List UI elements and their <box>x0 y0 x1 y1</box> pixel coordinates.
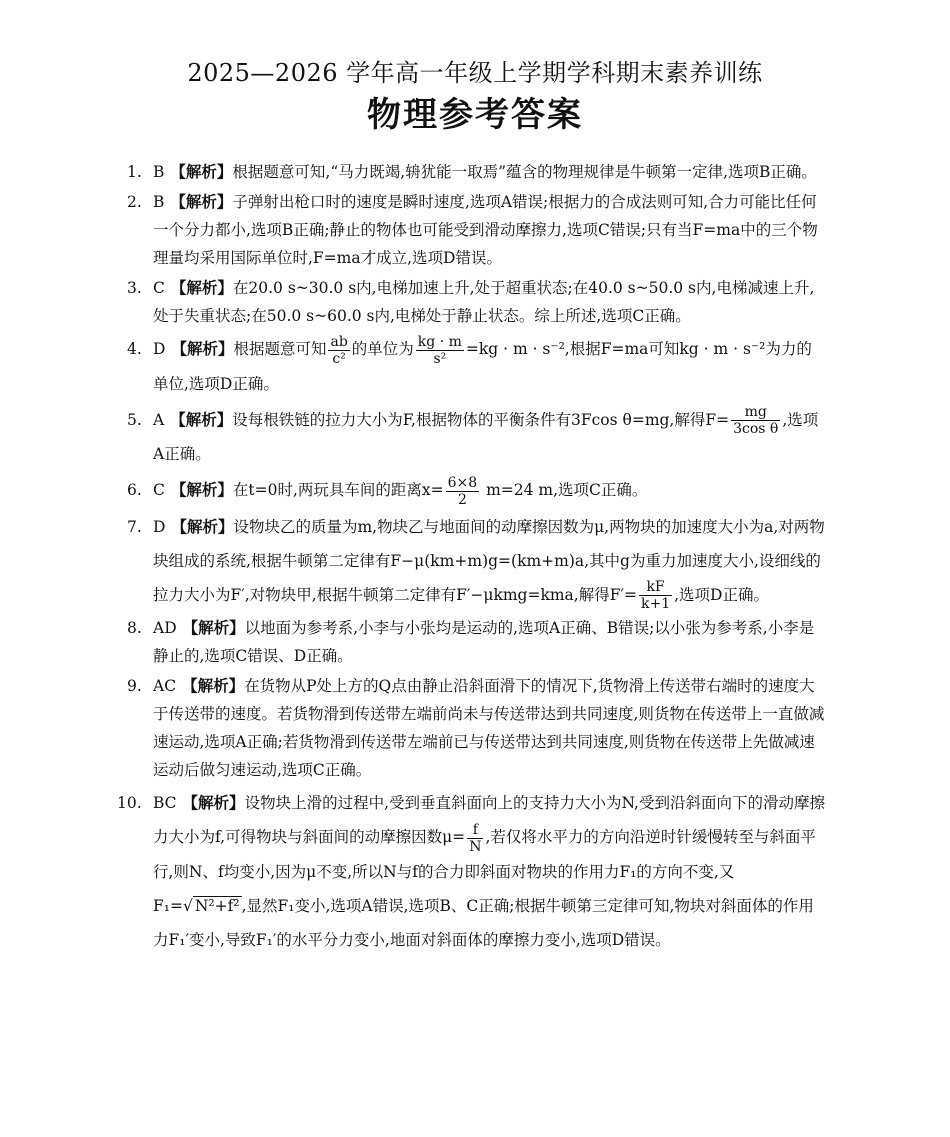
fraction <box>446 475 480 508</box>
answer-item-9 <box>127 672 827 784</box>
analysis-text: 设物块上滑的过程中,受到垂直斜面向上的支持力大小为N,受到沿斜面向下的滑动摩擦力大小为f,可得物块与斜面间的动摩擦因数μ= <box>153 794 825 846</box>
answer-list <box>117 158 827 959</box>
answer-item-4 <box>127 332 827 401</box>
analysis-text: 根据题意可知,“马力既竭,辀犹能一取焉”蕴含的物理规律是牛顿第一定律,选项B正确。 <box>232 163 817 181</box>
fraction-denominator: N <box>469 838 482 855</box>
analysis-tag: 【解析】 <box>170 279 233 297</box>
answer-item-2 <box>127 188 827 272</box>
answer-choice: AC <box>153 677 177 695</box>
analysis-text: 设每根铁链的拉力大小为F,根据物体的平衡条件有3Fcos θ=mg,解得F= <box>232 410 730 429</box>
question-number: 3. <box>127 279 142 297</box>
answer-choice: AD <box>153 619 177 637</box>
fraction-denominator: c² <box>332 350 346 367</box>
fraction-denominator: 3cos θ <box>733 421 779 437</box>
answer-choice: D <box>153 517 166 536</box>
fraction-numerator: ab <box>330 333 348 350</box>
analysis-tag: 【解析】 <box>171 517 234 536</box>
answer-choice: A <box>153 410 165 429</box>
fraction-numerator: kF <box>639 579 672 596</box>
analysis-text: ,选项D正确。 <box>674 585 769 604</box>
analysis-tag: 【解析】 <box>182 619 245 637</box>
answer-choice: B <box>153 163 165 181</box>
exam-title: 2025—2026 学年高一年级上学期学科期末素养训练 <box>187 59 763 87</box>
fraction-numerator: mg <box>731 404 780 421</box>
analysis-text: ,选项A正确。 <box>153 410 819 463</box>
analysis-text: 子弹射出枪口时的速度是瞬时速度,选项A错误;根据力的合成法则可知,合力可能比任何一个分力都小,选项B正确;静止的物体也可能受到滑动摩擦力,选项C错误;只有当F=ma中的三个物理量均采用国际单位时,F=ma才成立,选项D错误。 <box>153 193 818 267</box>
question-number: 2. <box>127 193 142 211</box>
analysis-tag: 【解析】 <box>170 481 233 499</box>
fraction-numerator: 6×8 <box>447 474 478 491</box>
analysis-text: m=24 m,选项C正确。 <box>481 481 648 499</box>
analysis-text: =kg · m · s⁻²,根据F=ma可知kg · m · s⁻² <box>465 340 766 358</box>
analysis-text: 在t=0时,两玩具车间的距离x= <box>232 481 444 499</box>
answer-item-1 <box>127 158 827 186</box>
answer-key-title: 物理参考答案 <box>367 95 583 135</box>
question-number: 9. <box>127 677 142 695</box>
question-number: 8. <box>127 619 142 637</box>
fraction <box>639 579 672 612</box>
fraction-numerator: f <box>467 822 483 839</box>
question-number: 4. <box>127 340 142 358</box>
page-header <box>0 58 950 136</box>
fraction-denominator: 2 <box>457 491 467 508</box>
analysis-tag: 【解析】 <box>182 677 245 695</box>
square-root: N²+f² <box>194 896 240 915</box>
fraction <box>328 334 349 367</box>
answer-choice: C <box>153 279 165 297</box>
analysis-text: ,显然F₁变小,选项A错误,选项B、C正确;根据牛顿第三定律可知,物块对斜面体的作用力F₁′变小,导致F₁′的水平分力变小,地面对斜面体的摩擦力变小,选项D错误。 <box>153 896 814 949</box>
question-number: 6. <box>127 481 142 499</box>
fraction <box>416 334 464 367</box>
answer-item-7 <box>127 510 827 613</box>
fraction <box>731 404 780 437</box>
answer-choice: C <box>153 481 165 499</box>
question-number: 10. <box>117 794 142 812</box>
analysis-text: 在20.0 s~30.0 s内,电梯加速上升,处于超重状态;在40.0 s~50.0 s内,电梯减速上升,处于失重状态;在50.0 s~60.0 s内,电梯处于静止状态。综上所述,选项C正确。 <box>153 279 815 325</box>
fraction <box>467 822 483 855</box>
analysis-text: 在货物从P处上方的Q点由静止沿斜面滑下的情况下,货物滑上传送带右端时的速度大于传送带的速度。若货物滑到传送带左端前尚未与传送带达到共同速度,则货物在传送带上一直做减速运动,选项A正确;若货物滑到传送带左端前已与传送带达到共同速度,则货物在传送带上先做减速运动后做匀速运动,选项C正确。 <box>153 677 825 779</box>
answer-choice: B <box>153 193 165 211</box>
fraction-denominator: s² <box>433 350 447 367</box>
answer-choice: D <box>153 340 166 358</box>
answer-choice: BC <box>153 794 177 812</box>
question-number: 5. <box>127 410 142 429</box>
analysis-tag: 【解析】 <box>170 410 233 429</box>
answer-item-6 <box>127 473 827 508</box>
answer-item-8 <box>127 614 827 670</box>
analysis-text: 根据题意可知 <box>233 340 327 358</box>
fraction-numerator: kg · m <box>417 333 462 350</box>
fraction-denominator: k+1 <box>640 596 671 612</box>
analysis-text: 为力的单位,选项D正确。 <box>153 340 812 393</box>
analysis-tag: 【解析】 <box>182 794 245 812</box>
answer-item-3 <box>127 274 827 330</box>
answer-item-5 <box>127 403 827 472</box>
analysis-text: 以地面为参考系,小李与小张均是运动的,选项A正确、B错误;以小张为参考系,小李是静止的,选项C错误、D正确。 <box>153 619 815 665</box>
analysis-tag: 【解析】 <box>170 193 233 211</box>
analysis-tag: 【解析】 <box>171 340 234 358</box>
analysis-tag: 【解析】 <box>170 163 233 181</box>
answer-item-10: 10. BC 【解析】设物块上滑的过程中,受到垂直斜面向上的支持力大小为N,受到沿斜面向下的滑动摩擦力大小为f,可得物块与斜面间的动摩擦因数μ= $\frac{f}{N}$ ,若仅将水平力的方向沿逆时针缓慢转至与斜面平行,则N、f均变小,因为μ不变,所以N与f的合力即斜面对物块的作用力F₁的方向不变,又F₁=√ N²+f² ,显然F₁变小,选项A错误,选项B、C正确;根据牛顿第三定律可知,物块对斜面体的作用力F₁′变小,导致F₁′的水平分力变小,地面对斜面体的摩擦力变小,选项D错误。 <box>127 786 827 957</box>
analysis-text: 设物块乙的质量为m,物块乙与地面间的动摩擦因数为μ,两物块的加速度大小为a,对两物块组成的系统,根据牛顿第二定律有F−μ(km+m)g=(km+m)a,其中g为重力加速度大小,设细线的拉力大小为F′,对物块甲,根据牛顿第二定律有F′−μkmg=kma,解得F′= <box>153 517 825 604</box>
question-number: 7. <box>127 517 142 536</box>
analysis-text: ,若仅将水平力的方向沿逆时针缓慢转至与斜面平行,则N、f均变小,因为μ不变,所以N与f的合力即斜面对物块的作用力F₁的方向不变,又F₁= <box>153 828 816 915</box>
question-number: 1. <box>127 163 142 181</box>
analysis-text: 的单位为 <box>351 340 414 358</box>
